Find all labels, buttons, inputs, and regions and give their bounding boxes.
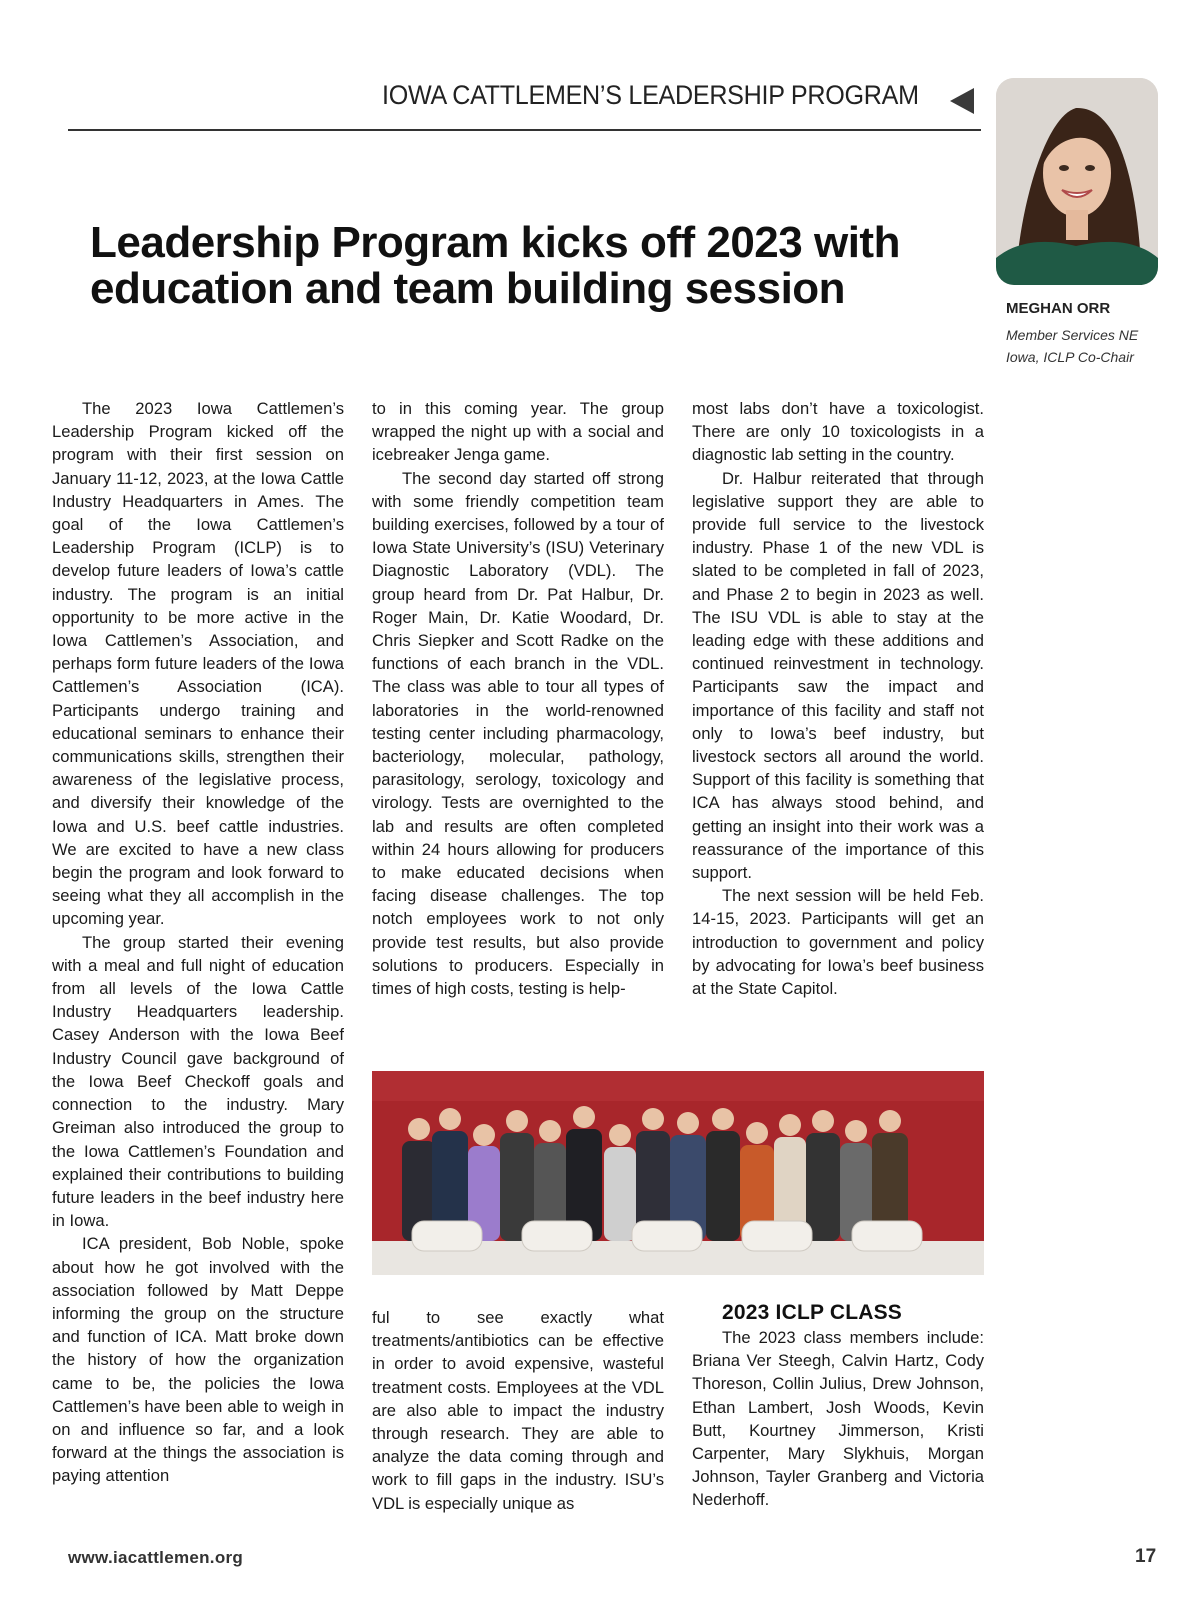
body-column-2 [372, 397, 664, 1047]
author-name: MEGHAN ORR [1006, 300, 1111, 317]
back-arrow-icon [950, 88, 974, 114]
section-label: IOWA CATTLEMEN’S LEADERSHIP PROGRAM [382, 80, 919, 110]
article-headline [90, 220, 910, 312]
group-photo [372, 1071, 984, 1275]
page-number: 17 [1135, 1546, 1157, 1567]
paragraph: The second day started off strong with some friendly competition team building exercises, followed by a tour of Iowa State University’s (ISU) Veterinary Diagnostic Laboratory (VDL). The group heard from Dr. Pat Halbur, Dr. Roger Main, Dr. Katie Woodard, Dr. Chris Siepker and Scott Radke on the functions of each branch in the VDL. The class was able to tour all types of laboratories in the world-renowned testing center including pharmacology, bacteriology, molecular, pathology, parasitology, serology, toxicology and virology. Tests are overnighted to the lab and results are often completed within 24 hours allowing for producers to make educated decisions when facing disease challenges. The top notch employees work to not only provide test results, but also provide solutions to producers. Especially in times of high costs, testing is help- [372, 468, 664, 999]
paragraph: The next session will be held Feb. 14-15, 2023. Participants will get an introduction to government and policy by advocating for Iowa’s beef business at the State Capitol. [692, 886, 984, 999]
author-title-line-2: Iowa, ICLP Co-Chair [1006, 349, 1134, 365]
body-column-1 [52, 397, 344, 1512]
headline-line-2: education and team building session [90, 264, 846, 313]
author-title-line-1: Member Services NE [1006, 327, 1139, 343]
footer-url: www.iacattlemen.org [68, 1548, 244, 1567]
class-members-box [692, 1300, 984, 1520]
paragraph: to in this coming year. The group wrapped the night up with a social and icebreaker Jenga game. [372, 399, 664, 465]
body-column-3 [692, 397, 984, 1037]
author-portrait [996, 78, 1158, 285]
header-rule [68, 129, 981, 131]
body-column-2-continued [372, 1306, 664, 1516]
class-heading: 2023 ICLP CLASS [722, 1301, 903, 1324]
paragraph: ful to see exactly what treatments/antibiotics can be effective in order to avoid expensive, wasteful treatment costs. Employees at the VDL are also able to impact the industry through research. They are able to analyze the data coming through and work to fill gaps in the industry. ISU’s VDL is especially unique as [372, 1308, 664, 1513]
paragraph: The 2023 Iowa Cattlemen’s Leadership Program kicked off the program with their first session on January 11-12, 2023, at the Iowa Cattle Industry Headquarters in Ames. The goal of the Iowa Cattlemen’s Leadership Program (ICLP) is to develop future leaders of Iowa’s cattle industry. The program is an initial opportunity to be more active in the Iowa Cattlemen’s Association, and perhaps form future leaders of the Iowa Cattlemen’s Association (ICA). Participants undergo training and educational seminars to enhance their communications skills, strengthen their awareness of the legislative process, and diversify their knowledge of the Iowa and U.S. beef cattle industries. We are excited to have a new class begin the program and look forward to seeing what they all accomplish in the upcoming year. [52, 399, 344, 929]
paragraph: The group started their evening with a meal and full night of education from all levels of the Iowa Cattle Industry Headquarters leadership. Casey Anderson with the Iowa Beef Industry Council gave background of the Iowa Beef Checkoff goals and connection to the industry. Mary Greiman also introduced the group to the Iowa Cattlemen’s Foundation and explained their contributions to building future leaders in the beef industry here in Iowa. [52, 932, 344, 1231]
class-members-text: The 2023 class members include: Briana Ver Steegh, Calvin Hartz, Cody Thoreson, Collin Julius, Drew Johnson, Ethan Lambert, Josh Woods, Kevin Butt, Kourtney Jimmerson, Kristi Carpenter, Mary Slykhuis, Morgan Johnson, Tayler Granberg and Victoria Nederhoff. [692, 1328, 984, 1510]
headline-line-1: Leadership Program kicks off 2023 with [90, 218, 900, 267]
paragraph: ICA president, Bob Noble, spoke about how he got involved with the association followed by Matt Deppe informing the group on the structure and function of ICA. Matt broke down the history of how the organization came to be, the policies the Iowa Cattlemen’s have been able to weigh in on and influence so far, and a look forward at the things the association is paying attention [52, 1234, 344, 1486]
paragraph: Dr. Halbur reiterated that through legislative support they are able to provide full service to the livestock industry. Phase 1 of the new VDL is slated to be completed in fall of 2023, and Phase 2 to begin in 2023 as well. The ISU VDL is able to stay at the leading edge with these additions and continued reinvestment in technology. Participants saw the impact and importance of this facility and staff not only to Iowa’s beef industry, but livestock sectors all around the world. Support of this facility is something that ICA has always stood behind, and getting an insight into their work was a reassurance of the importance of this support. [692, 468, 984, 883]
paragraph: most labs don’t have a toxicologist. There are only 10 toxicologists in a diagnostic lab setting in the country. [692, 399, 984, 465]
author-title [1006, 324, 1166, 368]
